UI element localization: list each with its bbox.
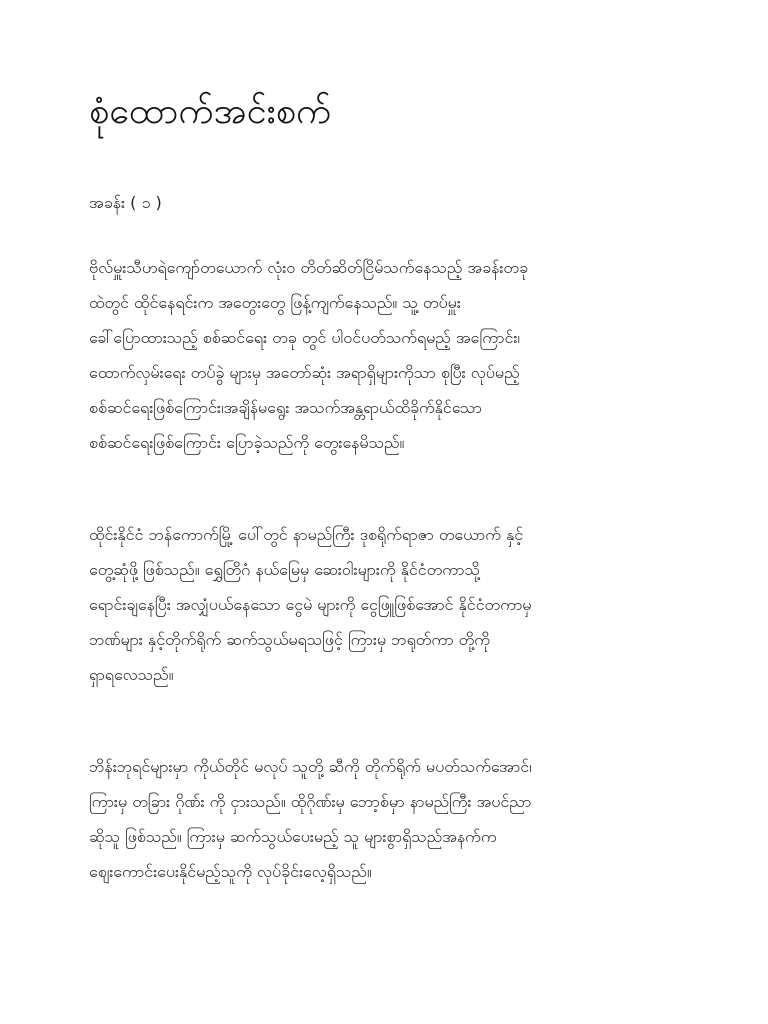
paragraph-line: ကြားမှ တခြား ဂိုဏ်း ကို ငှားသည်။ ထိုဂိုဏ်းမှ ဘော့စ်မှာ နာမည်ကြီး အပင်ညာ — [89, 792, 532, 811]
paragraph-line: စစ်ဆင်ရေးဖြစ်ကြောင်း၊အချိန်မရွေး အသက်အန္တရာယ်ထိခိုက်နိုင်သော — [89, 398, 482, 417]
paragraph-line: ရောင်းချနေပြီး အလျှံပယ်နေသော ငွေမဲ များကို ငွေဖြူဖြစ်အောင် နိုင်ငံတကာမှ — [89, 595, 532, 614]
chapter-heading: အခန်း ( ၁ ) — [89, 193, 162, 212]
paragraph — [89, 517, 689, 692]
paragraph-line: စျေးကောင်းပေးနိုင်မည့်သူကို လုပ်ခိုင်းလေ့ရှိသည်။ — [89, 862, 372, 881]
paragraph-line: ရှာရလေသည်။ — [89, 665, 174, 684]
paragraph-line: ထောက်လှမ်းရေး တပ်ခွဲ များမှ အတော်ဆုံး အရာရှိများကိုသာ စုပြီး လုပ်မည့် — [89, 363, 520, 382]
document-page — [89, 0, 689, 1024]
paragraph-line: ထဲတွင် ထိုင်နေရင်းက အတွေးတွေ ဖြန့်ကျက်နေသည်။ သူ့ တပ်မှူး — [89, 293, 461, 312]
paragraph-line: တွေ့ဆုံဖို့ ဖြစ်သည်။ ရွှေတြိဂံ နယ်မြေမှ ဆေးဝါးများကို နိုင်ငံတကာသို့ — [89, 560, 480, 579]
paragraph-line: ဘဏ်များ နှင့်တိုက်ရိုက် ဆက်သွယ်မရသဖြင့် ကြားမှ ဘရုတ်ကာ တို့ကို — [89, 630, 490, 649]
paragraph-line: စစ်ဆင်ရေးဖြစ်ကြောင်း ပြောခဲ့သည်ကို တွေးနေမိသည်။ — [89, 433, 405, 452]
document-title: စုံထောက်အင်းစက် — [89, 91, 332, 132]
paragraph-line: ဘိန်းဘုရင်များမှာ ကိုယ်တိုင် မလုပ် သူတို့ ဆီကို တိုက်ရိုက် မပတ်သက်အောင်၊ — [89, 757, 532, 776]
paragraph-line: ခေါ်ပြောထားသည့် စစ်ဆင်ရေး တခု တွင် ပါဝင်ပတ်သက်ရမည့် အကြောင်း၊ — [89, 328, 520, 347]
paragraph — [89, 250, 689, 460]
paragraph-line: ဆိုသူ ဖြစ်သည်။ ကြားမှ ဆက်သွယ်ပေးမည့် သူ များစွာရှိသည်အနက်က — [89, 827, 497, 846]
paragraph — [89, 749, 689, 889]
paragraph-line: ဗိုလ်မှူးသီဟရဲကျော်တယောက် လုံးဝ တိတ်ဆိတ်ငြိမ်သက်နေသည့် အခန်းတခု — [89, 258, 528, 277]
paragraph-line: ထိုင်းနိုင်ငံ ဘန်ကောက်မြို့ ပေါ်တွင် နာမည်ကြီး ဒုစရိုက်ရာဇာ တယောက် နှင့် — [89, 525, 524, 544]
